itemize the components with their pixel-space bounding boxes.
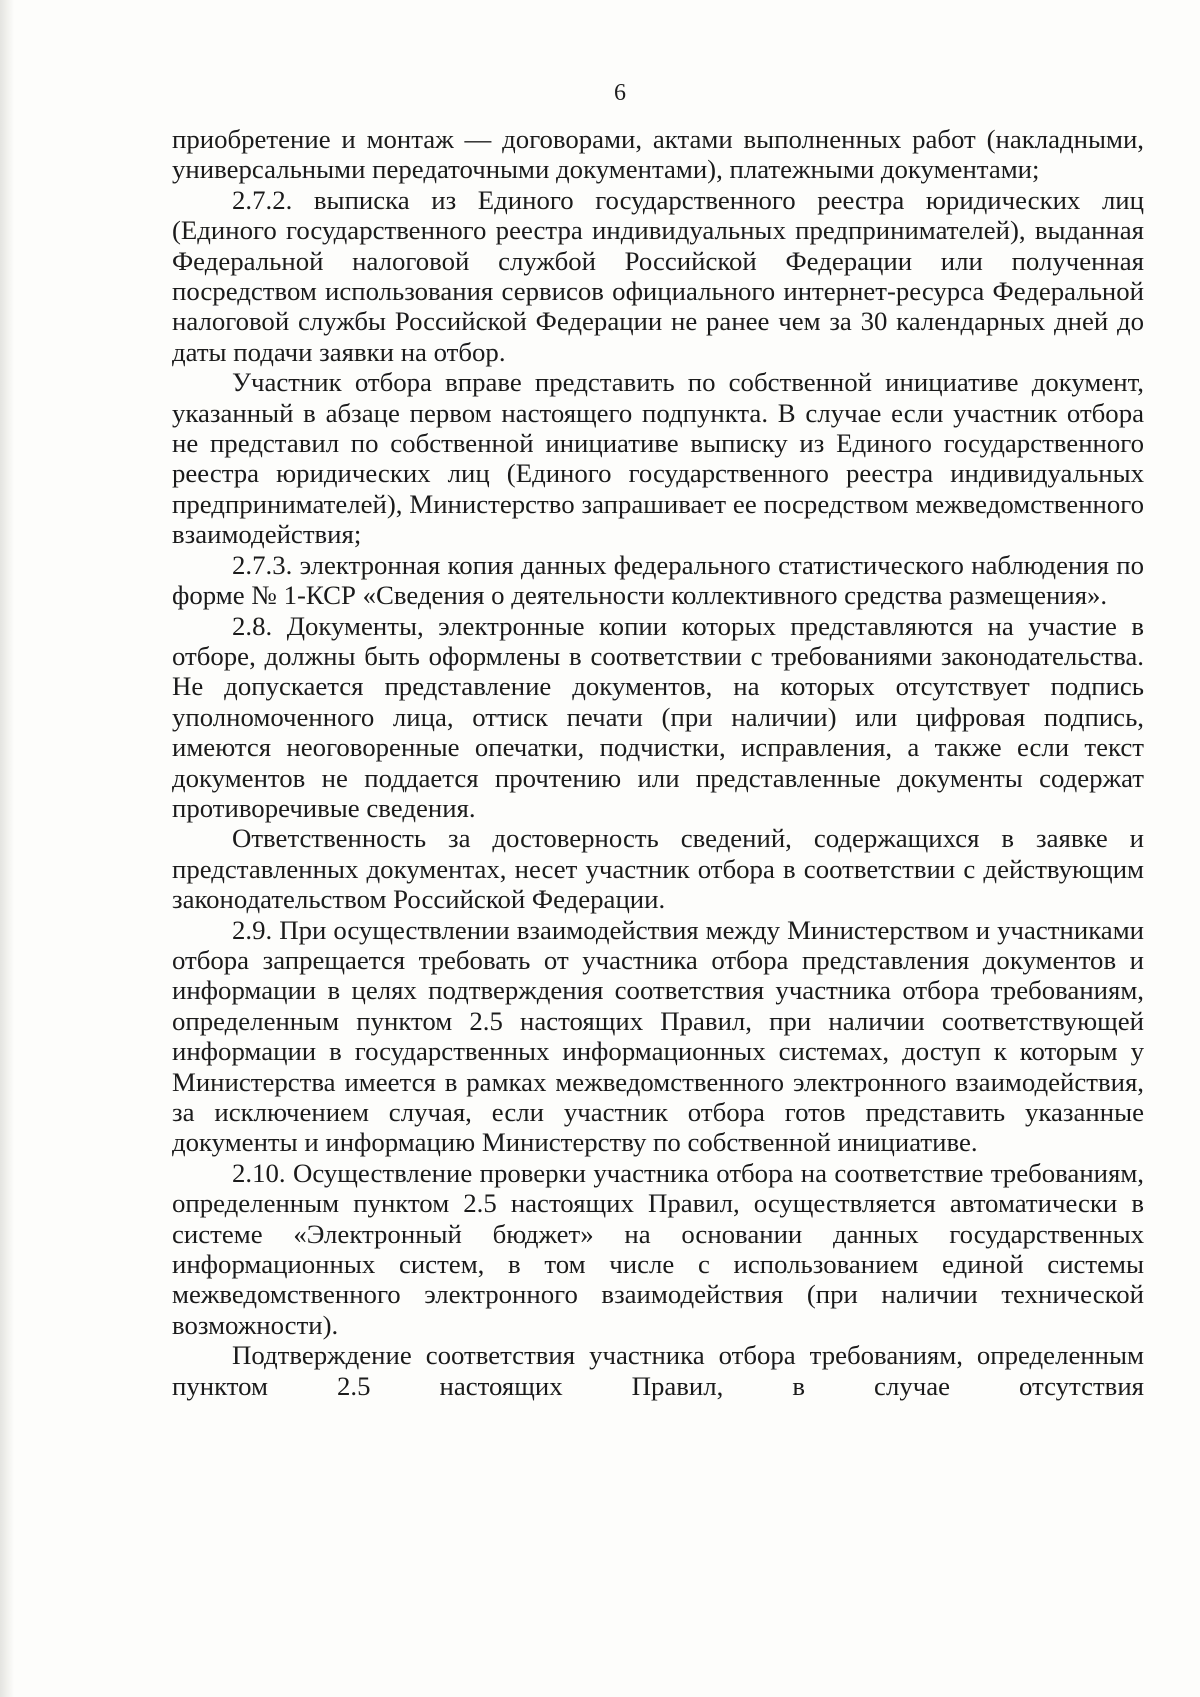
page-number: 6: [614, 80, 626, 106]
paragraph-2-7-2: 2.7.2. выписка из Единого государственного реестра юридических лиц (Единого государственного реестра индивидуальных предпринимателей), выданная Федеральной налоговой службой Российской Федерации или полученная посредством использования сервисов официального интернет-ресурса Федеральной налоговой службы Российской Федерации не ранее чем за 30 календарных дней до даты подачи заявки на отбор.: [172, 184, 1144, 367]
paragraph-2-9: 2.9. При осуществлении взаимодействия между Министерством и участниками отбора запрещается требовать от участника отбора представления документов и информации в целях подтверждения соответствия участника отбора требованиям, определенным пунктом 2.5 настоящих Правил, при наличии соответствующей информации в государственных информационных системах, доступ к которым у Министерства имеется в рамках межведомственного электронного взаимодействия, за исключением случая, если участник отбора готов представить указанные документы и информацию Министерству по собственной инициативе.: [172, 914, 1144, 1158]
paragraph-2-8: 2.8. Документы, электронные копии которых представляются на участие в отборе, должны быть оформлены в соответствии с требованиями законодательства. Не допускается представление документов, на которых отсутствует подпись уполномоченного лица, оттиск печати (при наличии) или цифровая подпись, имеются неоговоренные опечатки, подчистки, исправления, а также если текст документов не поддается прочтению или представленные документы содержат противоречивые сведения.: [172, 610, 1144, 823]
scan-edge-shadow: [0, 0, 14, 1697]
paragraph-confirmation: Подтверждение соответствия участника отбора требованиям, определенным пунктом 2.5 настоящих Правил, в случае отсутствия: [172, 1340, 1144, 1401]
paragraph-participant-initiative: Участник отбора вправе представить по собственной инициативе документ, указанный в абзаце первом настоящего подпункта. В случае если участник отбора не представил по собственной инициативе выписку из Единого государственного реестра юридических лиц (Единого государственного реестра индивидуальных предпринимателей), Министерство запрашивает ее посредством межведомственного взаимодействия;: [172, 367, 1144, 550]
paragraph-2-7-3: 2.7.3. электронная копия данных федерального статистического наблюдения по форме № 1-КСР «Сведения о деятельности коллективного средства размещения».: [172, 549, 1144, 611]
paragraph-continuation: приобретение и монтаж — договорами, актами выполненных работ (накладными, универсальными передаточными документами), платежными документами;: [172, 124, 1144, 185]
paragraph-2-10: 2.10. Осуществление проверки участника отбора на соответствие требованиям, определенным пунктом 2.5 настоящих Правил, осуществляется автоматически в системе «Электронный бюджет» на основании данных государственных информационных систем, в том числе с использованием единой системы межведомственного электронного взаимодействия (при наличии технической возможности).: [172, 1157, 1144, 1340]
document-body: [172, 124, 1144, 1401]
paragraph-responsibility: Ответственность за достоверность сведений, содержащихся в заявке и представленных документах, несет участник отбора в соответствии с действующим законодательством Российской Федерации.: [172, 823, 1144, 915]
